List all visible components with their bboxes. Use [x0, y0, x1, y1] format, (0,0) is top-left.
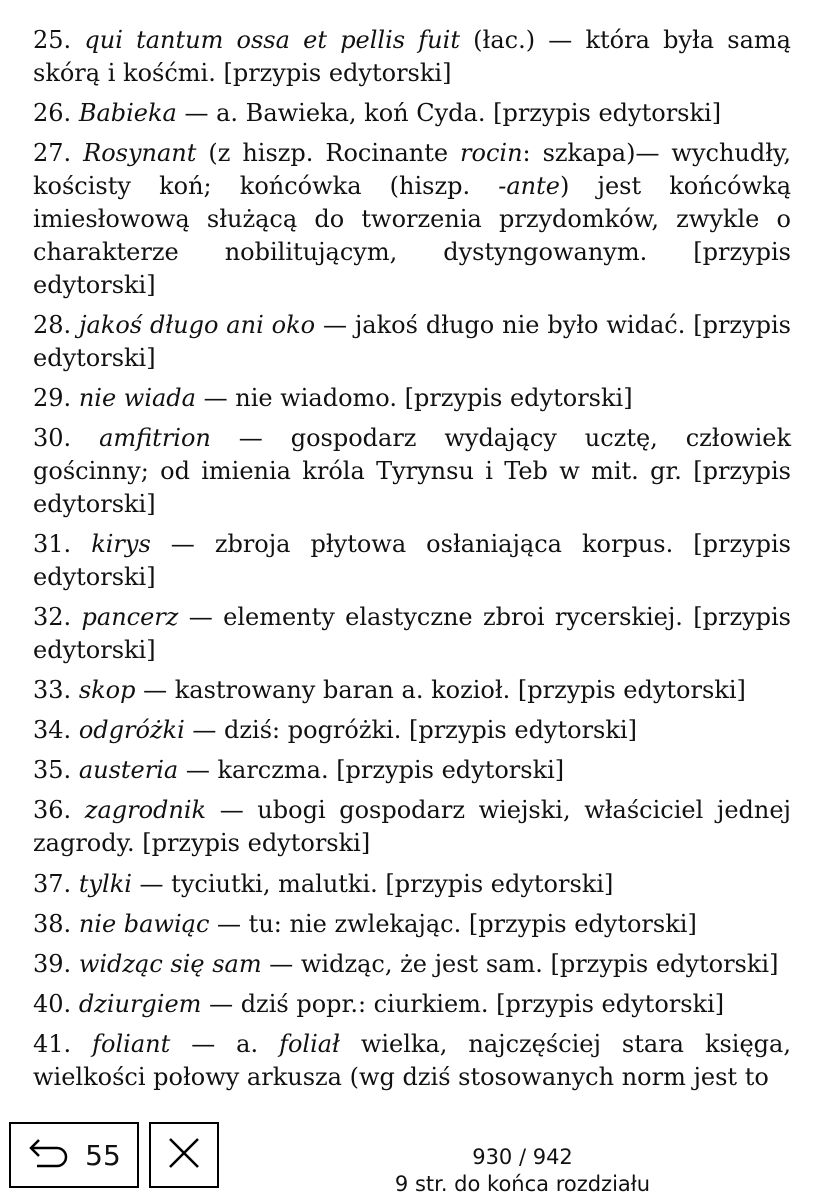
close-icon — [167, 1136, 201, 1174]
footnote-number: 41. — [33, 1030, 72, 1058]
footnote-number: 30. — [33, 424, 72, 452]
footnote-number: 36. — [33, 796, 72, 824]
footnote-item — [33, 137, 791, 302]
footnote-item — [33, 988, 791, 1021]
footnote-term: nie wiada — [78, 384, 196, 412]
footnote-number: 29. — [33, 384, 72, 412]
reader-toolbar — [0, 1118, 825, 1200]
footnote-item — [33, 794, 791, 860]
footnote-item — [33, 528, 791, 594]
footnote-text: : szkapa)— wychudły, kościsty koń; końcówka (hiszp. — [33, 139, 791, 200]
footnote-term: austeria — [78, 756, 179, 784]
footnote-number: 25. — [33, 26, 72, 54]
footnote-item — [33, 754, 791, 787]
footnote-term: amfitrion — [99, 424, 211, 452]
chapter-remaining: 9 str. do końca rozdziału — [394, 1172, 651, 1196]
footnote-text: -ante — [498, 172, 560, 200]
footnote-term: Babieka — [78, 99, 177, 127]
footnote-number: 27. — [33, 139, 72, 167]
footnote-number: 33. — [33, 676, 72, 704]
footnote-item — [33, 601, 791, 667]
footnote-term: tylki — [78, 870, 132, 898]
footnote-item — [33, 868, 791, 901]
footnote-number: 38. — [33, 910, 72, 938]
footnote-item — [33, 1028, 791, 1094]
footnote-item — [33, 674, 791, 707]
footnote-item — [33, 908, 791, 941]
footnote-text: wielka, najczęściej stara księga, wielkości połowy arkusza (wg dziś stosowanych norm jest to — [33, 1030, 791, 1091]
footnote-item — [33, 382, 791, 415]
footnote-text: ) jest końcówką imiesłowową służącą do tworzenia przydomków, zwykle o charakterze nobilitującym, dystyngowanym. [przypis edytorski] — [33, 172, 791, 299]
footnote-term: dziurgiem — [78, 990, 202, 1018]
back-to-page-button[interactable] — [9, 1122, 139, 1188]
footnote-text: — ubogi gospodarz wiejski, właściciel jednej zagrody. [przypis edytorski] — [33, 796, 791, 857]
footnote-text: — tu: nie zwlekając. [przypis edytorski] — [209, 910, 697, 938]
close-button[interactable] — [149, 1122, 219, 1188]
footnote-text: — nie wiadomo. [przypis edytorski] — [195, 384, 633, 412]
footnote-item — [33, 714, 791, 747]
footnote-number: 34. — [33, 716, 72, 744]
page-progress: 930 / 942 — [472, 1145, 573, 1169]
footnote-term: kirys — [91, 530, 151, 558]
footnote-item — [33, 97, 791, 130]
footnote-term: widząc się sam — [78, 950, 262, 978]
footnote-text: — a. — [170, 1030, 280, 1058]
footnote-list — [33, 24, 791, 1101]
footnote-text: — a. Bawieka, koń Cyda. [przypis edytorski] — [176, 99, 722, 127]
footnote-text: foliał — [279, 1030, 340, 1058]
reading-progress — [220, 1144, 825, 1198]
footnote-number: 37. — [33, 870, 72, 898]
footnote-text: — gospodarz wydający ucztę, człowiek gościnny; od imienia króla Tyrynsu i Teb w mit. gr. [przypis edytorski] — [33, 424, 791, 518]
footnote-text: — zbroja płytowa osłaniająca korpus. [przypis edytorski] — [33, 530, 791, 591]
footnote-term: nie bawiąc — [78, 910, 210, 938]
footnote-term: Rosynant — [83, 139, 197, 167]
footnote-text: — dziś popr.: ciurkiem. [przypis edytorski] — [201, 990, 725, 1018]
footnote-text: — jakoś długo nie było widać. [przypis edytorski] — [33, 311, 791, 372]
footnote-text: — kastrowany baran a. kozioł. [przypis edytorski] — [135, 676, 746, 704]
footnote-term: foliant — [92, 1030, 171, 1058]
footnote-text: (z hiszp. Rocinante — [196, 139, 461, 167]
footnote-text: (łac.) — która była samą skórą i kośćmi. [przypis edytorski] — [33, 26, 791, 87]
footnote-text: — elementy elastyczne zbroi rycerskiej. [przypis edytorski] — [33, 603, 791, 664]
footnote-item — [33, 24, 791, 90]
footnote-term: zagrodnik — [84, 796, 207, 824]
footnote-term: jakoś długo ani oko — [79, 311, 316, 339]
footnote-number: 31. — [33, 530, 72, 558]
footnote-number: 26. — [33, 99, 72, 127]
footnote-text: — karczma. [przypis edytorski] — [178, 756, 565, 784]
footnote-number: 32. — [33, 603, 72, 631]
footnote-term: odgróżki — [78, 716, 185, 744]
footnote-number: 28. — [33, 311, 72, 339]
footnote-text: — widząc, że jest sam. [przypis edytorski] — [261, 950, 779, 978]
footnote-term: qui tantum ossa et pellis fuit — [84, 26, 460, 54]
footnote-number: 35. — [33, 756, 72, 784]
footnote-term: pancerz — [81, 603, 179, 631]
footnote-text: — tyciutki, malutki. [przypis edytorski] — [131, 870, 614, 898]
footnote-number: 39. — [33, 950, 72, 978]
back-page-number: 55 — [85, 1138, 121, 1172]
footnote-text: rocin — [460, 139, 523, 167]
footnote-text: — dziś: pogróżki. [przypis edytorski] — [184, 716, 637, 744]
footnote-term: skop — [78, 676, 136, 704]
footnote-item — [33, 422, 791, 521]
footnote-item — [33, 309, 791, 375]
footnote-number: 40. — [33, 990, 72, 1018]
footnote-item — [33, 948, 791, 981]
return-arrow-icon — [27, 1134, 71, 1176]
